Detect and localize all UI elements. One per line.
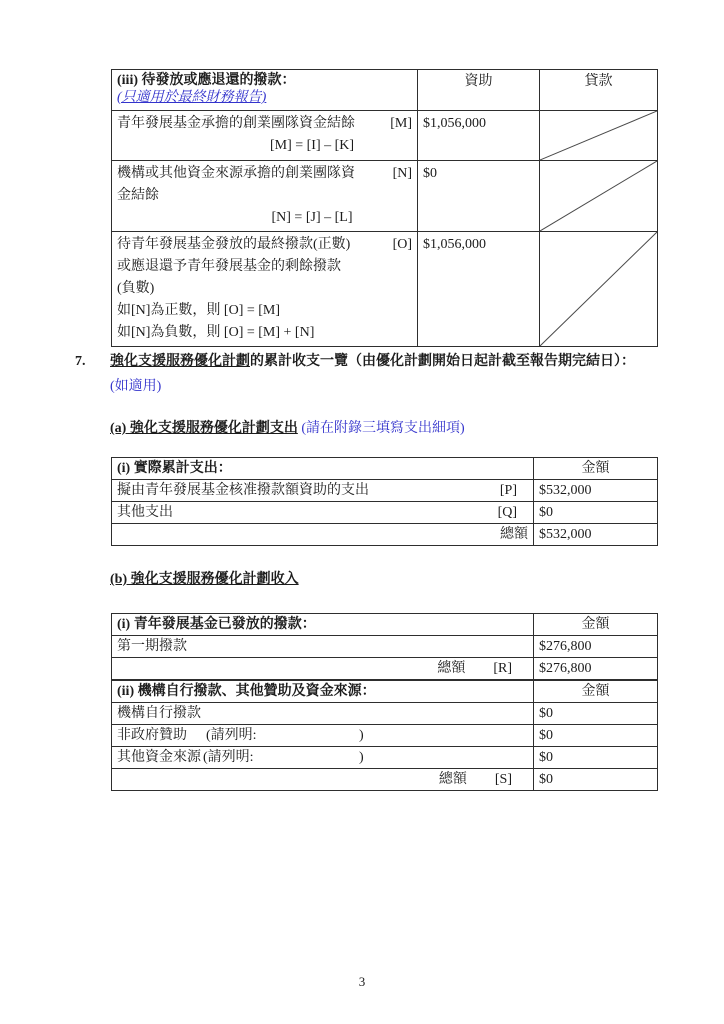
pending-disbursement-table bbox=[111, 69, 658, 347]
table-header-row bbox=[112, 70, 658, 111]
section-7-note: (如適用) bbox=[110, 379, 162, 394]
row-m-text: 青年發展基金承擔的創業團隊資金結餘 bbox=[117, 116, 355, 131]
income-ii-total-cell bbox=[112, 769, 534, 791]
income-ii-header-row bbox=[112, 680, 658, 703]
other-funding-specify-close: ) bbox=[359, 750, 364, 765]
row-o-text4: 如[N]為正數，則 [O] = [M] bbox=[117, 303, 281, 318]
row-n-ref: [N] bbox=[392, 166, 412, 181]
row-m-ref: [M] bbox=[390, 116, 412, 131]
total-row bbox=[112, 769, 658, 791]
table-row bbox=[112, 725, 658, 747]
self-funding-label: 機構自行撥款 bbox=[112, 703, 534, 725]
table-title: (iii) 待發放或應退還的撥款： bbox=[117, 73, 296, 88]
first-instalment-amount: $276,800 bbox=[534, 636, 658, 658]
income-i-header-label: (i) 青年發展基金已發放的撥款： bbox=[112, 614, 534, 636]
income-i-header-row bbox=[112, 614, 658, 636]
other-funding-label: 其他資金來源 bbox=[117, 750, 201, 765]
row-o-text5: 如[N]為負數，則 [O] = [M] + [N] bbox=[117, 325, 315, 340]
row-o-subsidy-amount: $1,056,000 bbox=[418, 232, 540, 347]
row-q-label-cell bbox=[112, 502, 534, 524]
section-7-title bbox=[110, 352, 635, 372]
table-row bbox=[112, 636, 658, 658]
table-row bbox=[112, 703, 658, 725]
diagonal-line bbox=[540, 232, 657, 346]
table-row bbox=[112, 161, 658, 232]
row-p-label-cell bbox=[112, 480, 534, 502]
ngo-sponsorship-specify-open: (請列明: bbox=[206, 728, 257, 743]
row-q-amount: $0 bbox=[534, 502, 658, 524]
row-p-amount: $532,000 bbox=[534, 480, 658, 502]
row-o-loan-na-cell bbox=[540, 232, 658, 347]
income-ii-total-label: 總額 bbox=[438, 772, 467, 787]
loan-column-header: 貸款 bbox=[540, 70, 658, 111]
other-funding-label-cell bbox=[112, 747, 534, 769]
table-subtitle: (只適用於最終財務報告) bbox=[117, 90, 267, 105]
row-p-ref: [P] bbox=[499, 483, 517, 498]
table-header-title-cell bbox=[112, 70, 418, 111]
other-funding-amount: $0 bbox=[534, 747, 658, 769]
table-row bbox=[112, 232, 658, 347]
ngo-sponsorship-amount: $0 bbox=[534, 725, 658, 747]
ngo-sponsorship-specify-close: ) bbox=[359, 728, 364, 743]
ngo-sponsorship-label: 非政府贊助 bbox=[117, 728, 187, 743]
row-org-balance-description bbox=[112, 161, 418, 232]
expenditure-header-row bbox=[112, 458, 658, 480]
expenditure-total-amount: $532,000 bbox=[534, 524, 658, 546]
row-o-text2: 或應退還予青年發展基金的剩餘撥款 bbox=[117, 259, 341, 274]
table-row bbox=[112, 111, 658, 161]
amount-column-header: 金額 bbox=[534, 458, 658, 480]
income-i-total-ref: [R] bbox=[493, 661, 512, 676]
row-n-text2: 金結餘 bbox=[117, 188, 159, 203]
table-row bbox=[112, 480, 658, 502]
ngo-sponsorship-label-cell bbox=[112, 725, 534, 747]
row-q-ref: [Q] bbox=[497, 505, 517, 520]
amount-column-header: 金額 bbox=[534, 680, 658, 703]
table-row bbox=[112, 502, 658, 524]
diagonal-line bbox=[540, 161, 657, 231]
diagonal-line bbox=[540, 111, 657, 160]
amount-column-header: 金額 bbox=[534, 614, 658, 636]
expenditure-table bbox=[111, 457, 658, 546]
section-7-number: 7. bbox=[75, 354, 86, 369]
income-ii-header-label: (ii) 機構自行撥款、其他贊助及資金來源： bbox=[112, 680, 534, 703]
expenditure-total-label: 總額 bbox=[112, 524, 534, 546]
total-row bbox=[112, 524, 658, 546]
section-7-title-rest: 的累計收支一覽（由優化計劃開始日起計截至報告期完結日）： bbox=[250, 354, 635, 369]
subsidy-column-header: 資助 bbox=[418, 70, 540, 111]
row-final-payment-description bbox=[112, 232, 418, 347]
row-p-label: 擬由青年發展基金核准撥款額資助的支出 bbox=[117, 483, 369, 498]
row-n-loan-na-cell bbox=[540, 161, 658, 232]
income-i-total-label: 總額 bbox=[437, 661, 466, 676]
expenditure-header-label: (i) 實際累計支出： bbox=[112, 458, 534, 480]
section-a-title: (a) 強化支援服務優化計劃支出 bbox=[110, 421, 298, 436]
section-b-heading bbox=[110, 568, 299, 588]
row-o-text3: (負數) bbox=[117, 281, 155, 296]
section-7-heading bbox=[75, 352, 675, 372]
income-table bbox=[111, 613, 658, 791]
page-number: 3 bbox=[358, 974, 366, 989]
section-7-title-underlined: 強化支援服務優化計劃 bbox=[110, 354, 250, 369]
row-fund-balance-description bbox=[112, 111, 418, 161]
row-n-formula: [N] = [J] – [L] bbox=[271, 210, 353, 225]
row-n-subsidy-amount: $0 bbox=[418, 161, 540, 232]
section-a-note: (請在附錄三填寫支出細項) bbox=[301, 421, 465, 436]
row-n-text1: 機構或其他資金來源承擔的創業團隊資 bbox=[117, 166, 355, 181]
section-a-heading bbox=[110, 417, 465, 437]
section-b-title: (b) 強化支援服務優化計劃收入 bbox=[110, 572, 299, 587]
income-ii-total-ref: [S] bbox=[494, 772, 512, 787]
income-i-total-amount: $276,800 bbox=[534, 658, 658, 681]
income-i-total-cell bbox=[112, 658, 534, 681]
first-instalment-label: 第一期撥款 bbox=[112, 636, 534, 658]
other-funding-specify-open: (請列明: bbox=[203, 750, 254, 765]
total-row bbox=[112, 658, 658, 681]
income-ii-total-amount: $0 bbox=[534, 769, 658, 791]
row-q-label: 其他支出 bbox=[117, 505, 173, 520]
row-m-formula: [M] = [I] – [K] bbox=[269, 138, 355, 153]
row-m-subsidy-amount: $1,056,000 bbox=[418, 111, 540, 161]
table-row bbox=[112, 747, 658, 769]
row-o-ref: [O] bbox=[392, 237, 412, 252]
self-funding-amount: $0 bbox=[534, 703, 658, 725]
row-o-text1: 待青年發展基金發放的最終撥款(正數) bbox=[117, 237, 351, 252]
row-m-loan-na-cell bbox=[540, 111, 658, 161]
